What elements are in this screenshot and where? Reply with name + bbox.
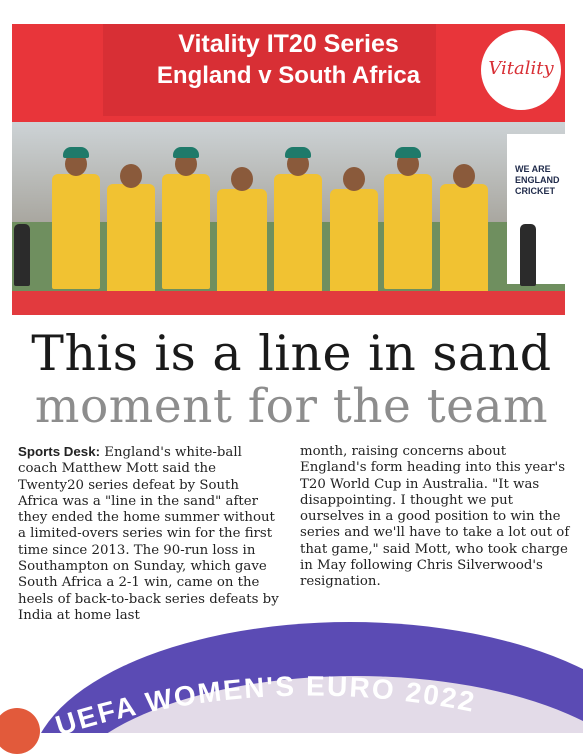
sponsor-board xyxy=(507,134,565,284)
player-figure xyxy=(440,184,488,294)
sponsor-logo-text: Vitality xyxy=(488,58,554,79)
promo-arc-text xyxy=(28,668,583,748)
player-figure xyxy=(274,174,322,292)
headline-line1: This is a line in sand xyxy=(31,325,552,382)
player-head xyxy=(231,167,253,191)
player-head xyxy=(343,167,365,191)
champagne-bottle xyxy=(520,224,536,286)
headline-line2: moment for the team xyxy=(34,379,549,434)
banner-title-line2: England v South Africa xyxy=(156,62,421,89)
player-cap xyxy=(285,147,311,158)
player-figure xyxy=(330,189,378,297)
promo-arc-label: UEFA WOMEN'S EURO 2022 xyxy=(51,670,479,742)
player-head xyxy=(120,164,142,188)
article-column-1 xyxy=(18,444,280,624)
player-head xyxy=(453,164,475,188)
champagne-bottle xyxy=(14,224,30,286)
player-figure xyxy=(217,189,267,297)
byline: Sports Desk: xyxy=(18,444,101,459)
sponsor-logo xyxy=(481,30,561,110)
article-column-2 xyxy=(300,444,570,591)
board-text: WE ARE ENGLAND CRICKET xyxy=(515,164,560,196)
player-cap xyxy=(63,147,89,158)
svg-text:UEFA WOMEN'S EURO 2022 xyxy=(52,670,479,741)
player-cap xyxy=(173,147,199,158)
player-cap xyxy=(395,147,421,158)
column-2-text: month, raising concerns about England's form heading into this year's T20 World Cup in Australia. "It was disappointing. I thought we put ourselves in a good position to win the series and we'll have to take a lot out of that game," said Mott, who took charge in May following Chris Silverwood's resignation. xyxy=(300,444,570,590)
podium xyxy=(12,291,565,315)
player-figure xyxy=(384,174,432,289)
banner-title-line1: Vitality IT20 Series xyxy=(178,30,399,58)
player-figure xyxy=(52,174,100,289)
player-figure xyxy=(162,174,210,289)
player-figure xyxy=(107,184,155,294)
series-banner xyxy=(12,24,565,122)
article-photo xyxy=(12,24,565,315)
column-1-text: England's white-ball coach Matthew Mott said the Twenty20 series defeat by South Africa was a "line in the sand" after they ended the home summer without a limited-overs series win for the first time since 2013. The 90-run loss in Southampton on Sunday, which gave South Africa a 2-1 win, came on the heels of back-to-back series defeats by India at home last xyxy=(18,445,279,623)
